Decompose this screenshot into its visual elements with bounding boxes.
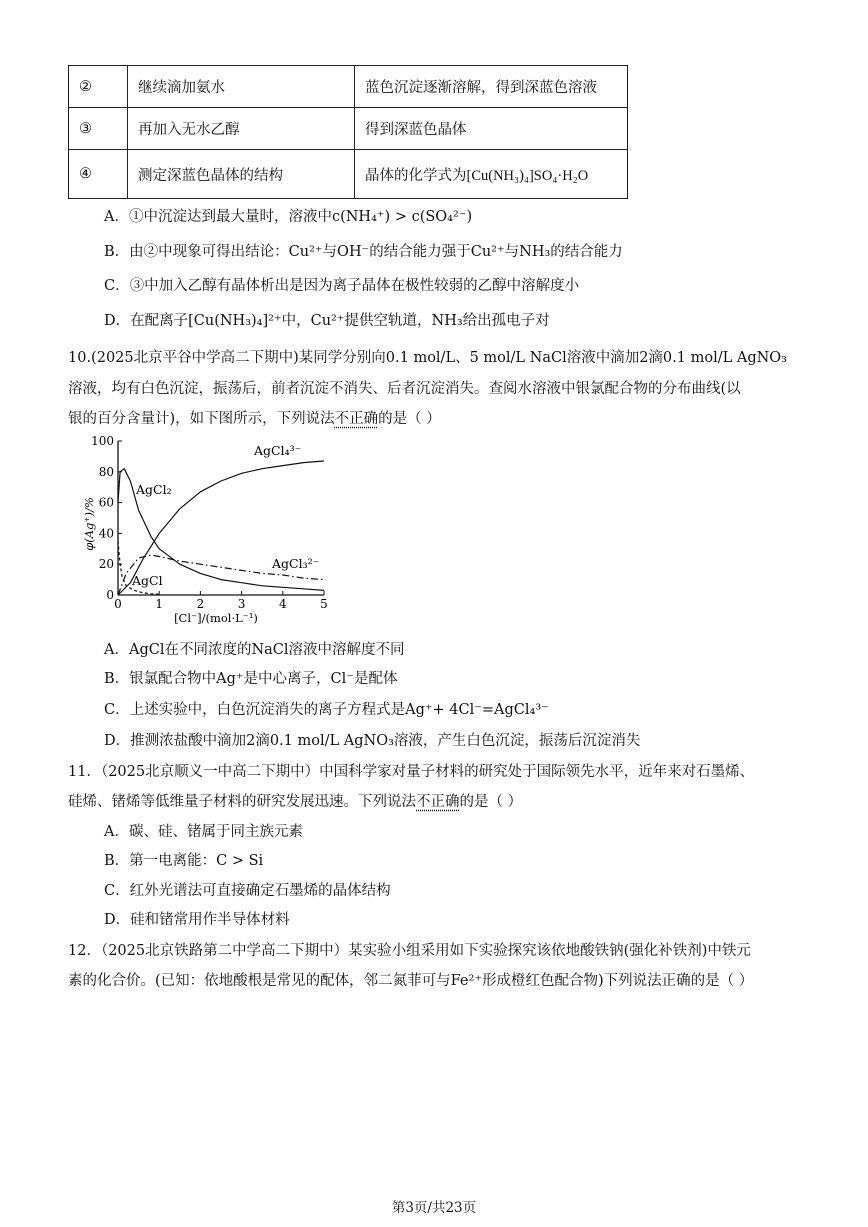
q11-option-a: A．碳、硅、锗属于同主族元素 bbox=[104, 824, 303, 840]
q12-stem-line2: 素的化合价。(已知：依地酸根是常见的配体，邻二氮菲可与Fe²⁺形成橙红色配合物)下列说法正确的是（ ） bbox=[68, 973, 754, 989]
y-tick-label: 80 bbox=[98, 464, 114, 479]
table-row bbox=[69, 66, 628, 108]
q10-option-b: B．银氯配合物中Ag⁺是中心离子，Cl⁻是配体 bbox=[104, 671, 398, 687]
step-phenomenon: 蓝色沉淀逐渐溶解，得到深蓝色溶液 bbox=[355, 66, 628, 108]
crystal-formula: [Cu(NH₃)₄]SO₄·H₂O bbox=[466, 167, 589, 184]
x-tick-label: 0 bbox=[114, 597, 122, 611]
step-number: ④ bbox=[69, 150, 128, 199]
table-row bbox=[69, 150, 628, 199]
experiment-table bbox=[68, 65, 628, 199]
q11-stem-line2: 硅烯、锗烯等低维量子材料的研究发展迅速。下列说法不正确的是（ ） bbox=[68, 794, 523, 810]
table-row bbox=[69, 108, 628, 150]
q10-option-d: D．推测浓盐酸中滴加2滴0.1 mol/L AgNO₃溶液，产生白色沉淀，振荡后沉淀消失 bbox=[104, 733, 641, 749]
q11-option-d: D．硅和锗常用作半导体材料 bbox=[104, 912, 290, 928]
x-tick-label: 3 bbox=[237, 597, 246, 611]
q9-option-c: C．③中加入乙醇有晶体析出是因为离子晶体在极性较弱的乙醇中溶解度小 bbox=[104, 278, 580, 294]
emphasis-mark: 不正确 bbox=[334, 411, 379, 427]
step-number: ③ bbox=[69, 108, 128, 150]
x-tick-label: 5 bbox=[320, 597, 328, 611]
page-footer: 第3页/共23页 bbox=[391, 1200, 477, 1216]
step-operation: 再加入无水乙醇 bbox=[128, 108, 355, 150]
x-tick-label: 2 bbox=[196, 597, 205, 611]
step-operation: 测定深蓝色晶体的结构 bbox=[128, 150, 355, 199]
series-label: AgCl bbox=[132, 573, 163, 588]
series-label: AgCl₄³⁻ bbox=[254, 443, 302, 458]
distribution-chart bbox=[76, 432, 346, 628]
q10-stem-line2: 溶液，均有白色沉淀，振荡后，前者沉淀不消失、后者沉淀消失。查阅水溶液中银氯配合物的分布曲线(以 bbox=[68, 381, 741, 397]
q11-option-b: B．第一电离能：C > Si bbox=[104, 853, 264, 869]
step-number: ② bbox=[69, 66, 128, 108]
series-label: AgCl₂ bbox=[136, 482, 172, 497]
step-phenomenon: 得到深蓝色晶体 bbox=[355, 108, 628, 150]
x-tick-label: 1 bbox=[155, 597, 164, 611]
q11-stem-line1: 11．（2025北京顺义一中高二下期中）中国科学家对量子材料的研究处于国际领先水平，近年来对石墨烯、 bbox=[68, 764, 755, 780]
emphasis-mark: 不正确 bbox=[416, 794, 460, 810]
y-tick-label: 20 bbox=[98, 557, 114, 572]
y-tick-label: 0 bbox=[106, 588, 114, 602]
q9-option-d: D．在配离子[Cu(NH₃)₄]²⁺中，Cu²⁺提供空轨道，NH₃给出孤电子对 bbox=[104, 313, 550, 329]
y-axis-title: φ(Ag⁺)/% bbox=[82, 497, 96, 551]
q10-stem-line1: 10.(2025北京平谷中学高二下期中)某同学分别向0.1 mol/L、5 mol/L NaCl溶液中滴加2滴0.1 mol/L AgNO₃ bbox=[68, 350, 787, 366]
y-tick-label: 40 bbox=[98, 526, 114, 541]
q10-option-c: C．上述实验中，白色沉淀消失的离子方程式是Ag⁺+ 4Cl⁻=AgCl₄³⁻ bbox=[104, 702, 549, 718]
q10-option-a: A．AgCl在不同浓度的NaCl溶液中溶解度不同 bbox=[104, 642, 405, 658]
series-label: AgCl₃²⁻ bbox=[272, 556, 320, 571]
x-tick-label: 4 bbox=[278, 597, 287, 611]
q11-option-c: C．红外光谱法可直接确定石墨烯的晶体结构 bbox=[104, 883, 391, 899]
step-phenomenon bbox=[355, 150, 628, 199]
q10-stem-line3: 银的百分含量计)，如下图所示，下列说法不正确的是（ ） bbox=[68, 411, 441, 427]
step-operation: 继续滴加氨水 bbox=[128, 66, 355, 108]
q9-option-a: A．①中沉淀达到最大量时，溶液中c(NH₄⁺) > c(SO₄²⁻) bbox=[104, 209, 473, 225]
q9-option-b: B．由②中现象可得出结论：Cu²⁺与OH⁻的结合能力强于Cu²⁺与NH₃的结合能力 bbox=[104, 244, 623, 260]
x-axis-title: [Cl⁻]/(mol·L⁻¹) bbox=[174, 611, 258, 625]
y-tick-label: 60 bbox=[98, 495, 114, 510]
q12-stem-line1: 12．（2025北京铁路第二中学高二下期中）某实验小组采用如下实验探究该依地酸铁钠(强化补铁剂)中铁元 bbox=[68, 943, 751, 959]
y-tick-label: 100 bbox=[91, 434, 114, 448]
phenomenon-prefix: 晶体的化学式为 bbox=[365, 167, 467, 184]
